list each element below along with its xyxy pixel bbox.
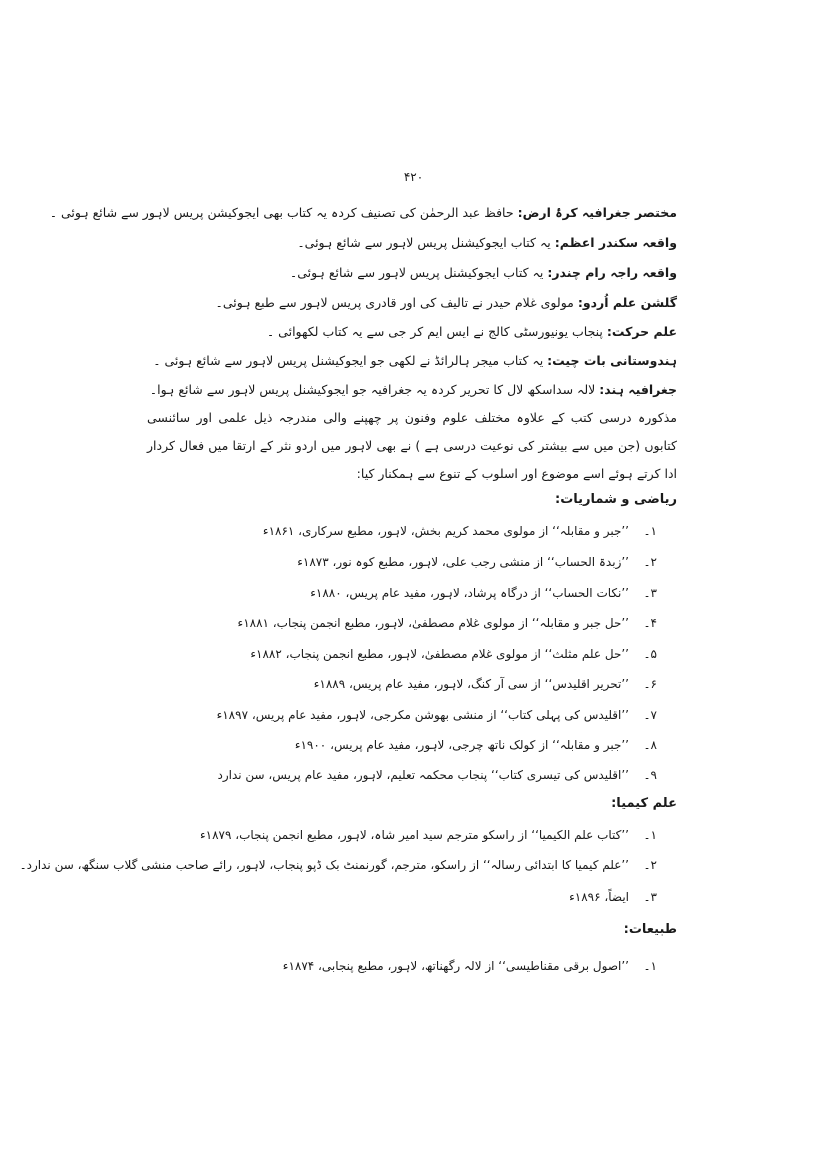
item-number: ۱۔ bbox=[643, 959, 657, 973]
entry-text: یہ کتاب میجر ہالرائڈ نے لکھی جو ایجوکیشنل پریس لاہور سے شائع ہوئی ۔ bbox=[153, 353, 544, 368]
page-number: ۴۲۰ bbox=[403, 170, 424, 184]
list-item bbox=[200, 826, 657, 844]
item-text: ’’جبر و مقابلہ‘‘ از مولوی محمد کریم بخش، لاہور، مطبع سرکاری، ۱۸۶۱ء bbox=[262, 524, 629, 538]
item-text: ’’نکات الحساب‘‘ از درگاہ پرشاد، لاہور، مفید عام پریس، ۱۸۸۰ء bbox=[310, 586, 629, 600]
entry-6 bbox=[153, 352, 677, 370]
entry-title: علم حرکت: bbox=[606, 324, 677, 339]
entry-5 bbox=[267, 323, 677, 341]
item-text: ’’علم کیمیا کا ابتدائی رسالہ‘‘ از راسکو، مترجم، گورنمنٹ بک ڈپو پنجاب، لاہور، رائے صاحب منشی گلاب سنگھ، سن ندارد۔ bbox=[19, 858, 629, 872]
list-item bbox=[217, 766, 657, 784]
entry-1 bbox=[50, 204, 677, 222]
entry-title: گلشن علم اُردو: bbox=[577, 295, 677, 310]
entry-7 bbox=[150, 381, 677, 399]
entry-title: ہندوستانی بات چیت: bbox=[547, 353, 677, 368]
item-text: ’’اقلیدس کی تیسری کتاب‘‘ پنجاب محکمہ تعلیم، لاہور، مفید عام پریس، سن ندارد bbox=[217, 768, 629, 782]
list-item bbox=[263, 522, 657, 540]
item-text: ’’حل جبر و مقابلہ‘‘ از مولوی غلام مصطفیٰ، لاہور، مطبع انجمن پنجاب، ۱۸۸۱ء bbox=[237, 616, 629, 630]
entry-text: مولوی غلام حیدر نے تالیف کی اور قادری پریس لاہور سے طبع ہوئی۔ bbox=[215, 295, 574, 310]
item-number: ۱۔ bbox=[643, 828, 657, 842]
item-text: ’’تحریر اقلیدس‘‘ از سی آر کنگ، لاہور، مفید عام پریس، ۱۸۸۹ء bbox=[313, 677, 629, 691]
entry-title: جغرافیہ ہند: bbox=[599, 382, 677, 397]
item-text: ’’جبر و مقابلہ‘‘ از کولک ناتھ چرجی، لاہور، مفید عام پریس، ۱۹۰۰ء bbox=[294, 738, 629, 752]
intro-paragraph: مذکورہ درسی کتب کے علاوہ مختلف علوم وفنون پر چھپنے والی مندرجہ ذیل علمی اور سائنسی کتابوں (جن میں سے بیشتر کی نوعیت درسی ہے ) نے بھی لاہور میں اردو نثر کے ارتقا میں فعال کردار ادا کرتے ہوئے اسے موضوع اور اسلوب کے تنوع سے ہمکنار کیا: bbox=[147, 410, 677, 481]
entry-3 bbox=[290, 264, 677, 282]
list-item bbox=[20, 856, 657, 874]
list-item bbox=[283, 957, 657, 975]
item-text: ایضاً، ۱۸۹۶ء bbox=[569, 890, 629, 904]
item-number: ۱۔ bbox=[643, 524, 657, 538]
list-item bbox=[569, 888, 657, 906]
item-text: ’’اقلیدس کی پہلی کتاب‘‘ از منشی بھوشن مکرجی، لاہور، مفید عام پریس، ۱۸۹۷ء bbox=[216, 708, 629, 722]
item-number: ۲۔ bbox=[643, 858, 657, 872]
item-number: ۸۔ bbox=[643, 738, 657, 752]
list-item bbox=[310, 584, 657, 602]
entry-4 bbox=[216, 294, 677, 312]
item-number: ۷۔ bbox=[643, 708, 657, 722]
section-heading-physics: طبیعات: bbox=[623, 922, 677, 937]
section-heading-chemistry: علم کیمیا: bbox=[611, 796, 677, 811]
item-number: ۳۔ bbox=[643, 586, 657, 600]
list-item bbox=[250, 645, 657, 663]
item-number: ۹۔ bbox=[643, 768, 657, 782]
entry-text: یہ کتاب ایجوکیشنل پریس لاہور سے شائع ہوئی۔ bbox=[297, 235, 551, 250]
entry-title: مختصر جغرافیہ کرۂ ارض: bbox=[517, 205, 677, 220]
list-item bbox=[314, 675, 657, 693]
entry-title: واقعہ راجہ رام چندر: bbox=[547, 265, 677, 280]
entry-2 bbox=[297, 234, 677, 252]
item-text: ’’زبدۃ الحساب‘‘ از منشی رجب علی، لاہور، مطبع کوہ نور، ۱۸۷۳ء bbox=[297, 555, 629, 569]
list-item bbox=[217, 706, 657, 724]
section-heading-mathematics: ریاضی و شماریات: bbox=[555, 492, 677, 507]
item-text: ’’اصول برقی مقناطیسی‘‘ از لالہ رگھناتھ، لاہور، مطبع پنجابی، ۱۸۷۴ء bbox=[282, 959, 629, 973]
entry-title: واقعہ سکندر اعظم: bbox=[554, 235, 677, 250]
item-number: ۴۔ bbox=[643, 616, 657, 630]
item-number: ۶۔ bbox=[643, 677, 657, 691]
entry-text: لالہ سداسکھ لال کا تحریر کردہ یہ جغرافیہ جو ایجوکیشنل پریس لاہور سے شائع ہوا۔ bbox=[149, 382, 596, 397]
entry-text: پنجاب یونیورسٹی کالج نے ایس ایم کر جی سے یہ کتاب لکھوائی ۔ bbox=[266, 324, 603, 339]
entry-text: حافظ عبد الرحمٰن کی تصنیف کردہ یہ کتاب بھی ایجوکیشن پریس لاہور سے شائع ہوئی ۔ bbox=[49, 205, 514, 220]
item-number: ۳۔ bbox=[643, 890, 657, 904]
entry-text: یہ کتاب ایجوکیشنل پریس لاہور سے شائع ہوئی۔ bbox=[289, 265, 544, 280]
list-item bbox=[295, 736, 657, 754]
item-text: ’’حل علم مثلث‘‘ از مولوی غلام مصطفیٰ، لاہور، مطبع انجمن پنجاب، ۱۸۸۲ء bbox=[250, 647, 629, 661]
item-text: ’’کتاب علم الکیمیا‘‘ از راسکو مترجم سید امیر شاہ، لاہور، مطبع انجمن پنجاب، ۱۸۷۹ء bbox=[200, 828, 629, 842]
item-number: ۵۔ bbox=[643, 647, 657, 661]
list-item bbox=[297, 553, 657, 571]
list-item bbox=[238, 614, 657, 632]
item-number: ۲۔ bbox=[643, 555, 657, 569]
